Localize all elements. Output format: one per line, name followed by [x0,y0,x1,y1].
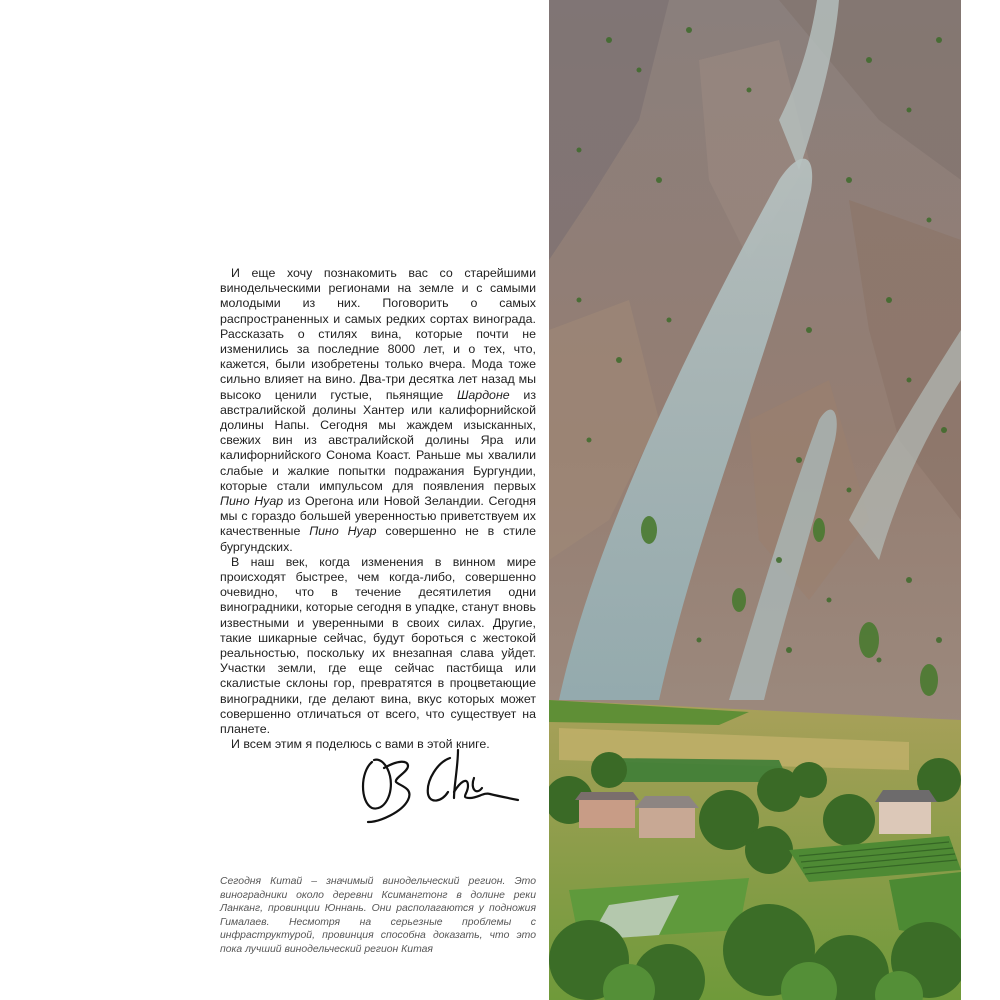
signature-graphic [350,742,525,832]
text-run: из Орегона или Новой Зеландии. Сегодня мы с гораздо большей уверенностью приветствуем их качественные [220,494,536,539]
body-text [220,266,536,753]
paragraph-1 [220,266,536,555]
italic-term: Шардоне [457,387,510,402]
text-run: из австралийской долины Хантер или калифорнийской долины Напы. Сегодня мы жаждем изысканных, свежих вин из австралийской долины Яра или калифорнийского Сонома Коаст. Раньше мы хвалили слабые и жалкие попытки подражания Бургундии, которые стали импульсом для появления первых [220,387,536,493]
paragraph-3: И всем этим я поделюсь с вами в этой книге. [231,737,490,752]
mountain-vineyard-illustration [549,0,961,1000]
text-run: И еще хочу познакомить вас со старейшими винодельческими регионами на земле и с самыми молодыми из них. Поговорить о самых распространенных и самых редких сортах винограда. Рассказать о стилях вина, которые почти не изменились за последние 8000 лет, и о тех, что, кажется, были изобретены только вчера. Мода тоже сильно влияет на вино. Два-три десятка лет назад мы высоко ценили густые, пьянящие [220,266,536,402]
photo-caption: Сегодня Китай – значимый винодельческий регион. Это виноградники около деревни Ксимангтонг в долине реки Ланканг, провинции Юннань. Они располагаются у подножия Гималаев. Несмотря на серьезные проблемы с инфраструктурой, провинция способна доказать, что это пока лучший винодельческий регион Китая [220,876,536,955]
landscape-photo [549,0,961,1000]
author-signature [350,742,525,832]
paragraph-2: В наш век, когда изменения в винном мире происходят быстрее, чем когда-либо, совершенно очевидно, что в течение десятилетия одни виноградники, которые сегодня в упадке, станут вновь известными и уверенными в своих силах. Другие, такие шикарные сейчас, будут бороться с жестокой реальностью, поскольку их внезапная слава уйдет. Участки земли, где еще сейчас пастбища или скалистые склоны гор, превратятся в процветающие виноградники, где делают вина, вкус которых может совершенно отличаться от всего, что существует на планете. [220,554,536,737]
text-run: совершенно не в стиле бургундских. [220,524,536,554]
italic-term: Пино Нуар [309,524,377,539]
italic-term: Пино Нуар [220,494,284,509]
